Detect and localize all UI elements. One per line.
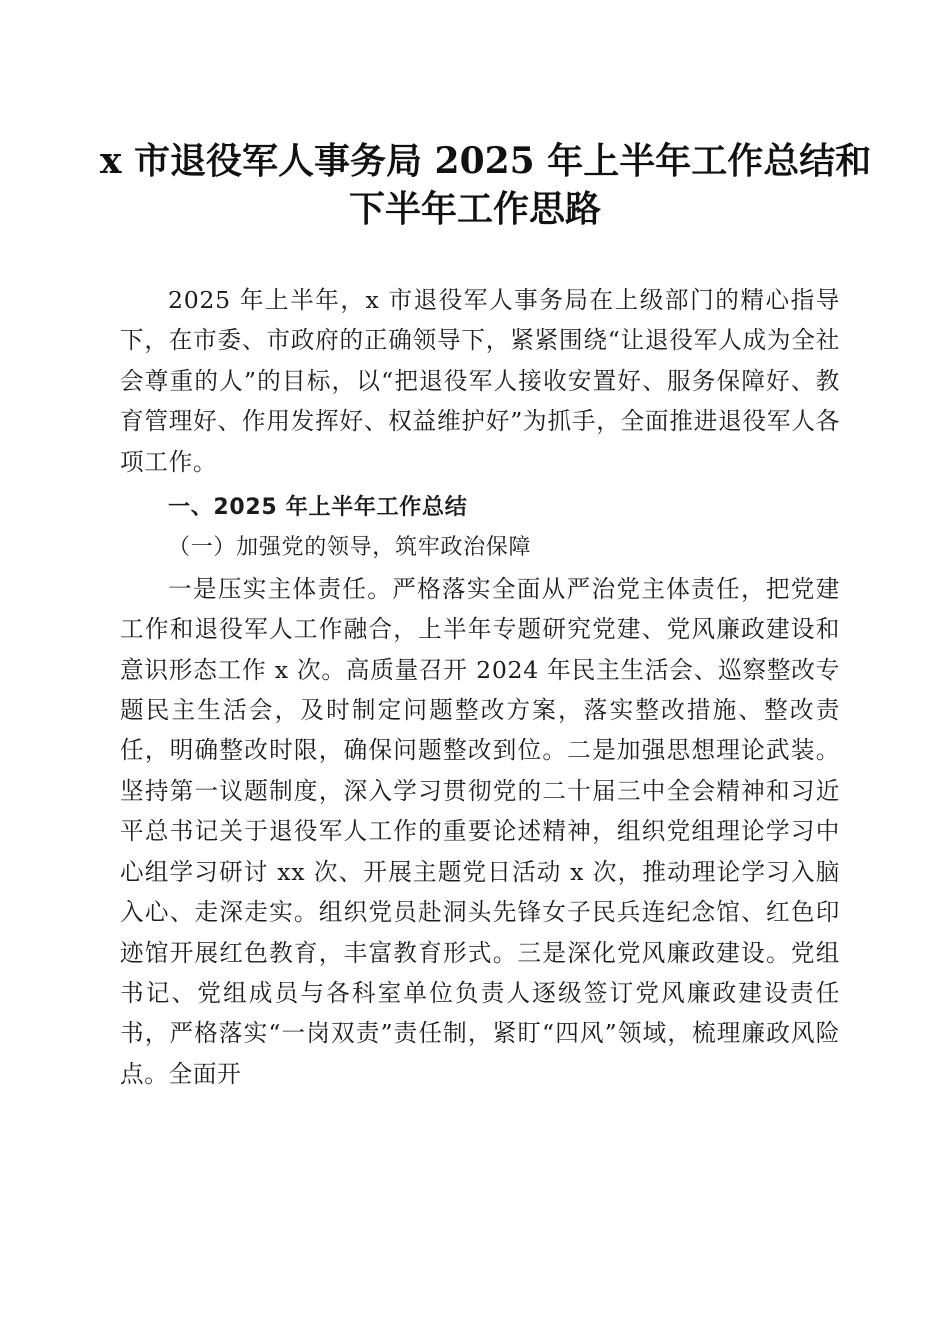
subsection-heading: （一）加强党的领导，筑牢政治保障 — [168, 535, 532, 561]
intro-paragraph: 2025 年上半年，x 市退役军人事务局在上级部门的精心指导下，在市委、市政府的正确领导下，紧紧围绕“让退役军人成为全社会尊重的人”的目标，以“把退役军人接收安置好、服务保障好、教育管理好、作用发挥好、权益维护好”为抓手，全面推进退役军人各项工作。 — [120, 286, 840, 476]
section-heading: 一、2025 年上半年工作总结 — [168, 495, 468, 521]
title-line-2: 下半年工作思路 — [348, 188, 601, 230]
document-title — [100, 137, 872, 233]
document-body — [120, 280, 840, 1094]
title-line-1: x 市退役军人事务局 2025 年上半年工作总结和 — [100, 140, 872, 182]
body-paragraph: 一是压实主体责任。严格落实全面从严治党主体责任，把党建工作和退役军人工作融合，上半年专题研究党建、党风廉政建设和意识形态工作 x 次。高质量召开 2024 年民主生活会、巡察整改专题民主生活会，及时制定问题整改方案，落实整改措施、整改责任，明确整改时限，确保问题整改到位。二是加强思想理论武装。坚持第一议题制度，深入学习贯彻党的二十届三中全会精神和习近平总书记关于退役军人工作的重要论述精神，组织党组理论学习中心组学习研讨 xx 次、开展主题党日活动 x 次，推动理论学习入脑入心、走深走实。组织党员赴洞头先锋女子民兵连纪念馆、红色印迹馆开展红色教育，丰富教育形式。三是深化党风廉政建设。党组书记、党组成员与各科室单位负责人逐级签订党风廉政建设责任书，严格落实“一岗双责”责任制，紧盯“四风”领域，梳理廉政风险点。全面开 — [120, 574, 840, 1088]
